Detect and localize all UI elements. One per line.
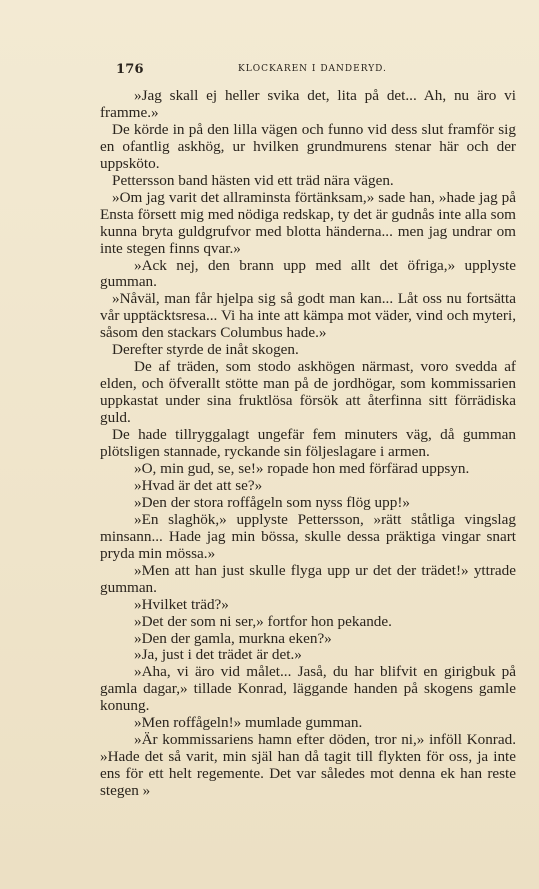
- page-header: [116, 62, 516, 82]
- paragraph: »Men att han just skulle flyga upp ur det der trädet!» yttrade gumman.: [100, 561, 516, 596]
- paragraph: »Om jag varit det allraminsta förtänksam,» sade han, »hade jag på Ensta försett mig med nödiga redskap, ty det är gudnås inte alla som kunna bryta guldgrufvor med blotta händerna... men jag undrar om inte stegen finns qvar.»: [100, 188, 516, 257]
- paragraph: »Den der stora roffågeln som nyss flög upp!»: [134, 493, 410, 511]
- page-number: 176: [116, 62, 144, 77]
- paragraph: »Den der gamla, murkna eken?»: [134, 629, 332, 647]
- paragraph: »Men roffågeln!» mumlade gumman.: [134, 714, 363, 732]
- paragraph: »En slaghök,» upplyste Pettersson, »rätt ståtliga vingslag minsann... Hade jag min bössa, skulle dessa präktiga vingar snart pryda min mössa.»: [100, 510, 516, 562]
- running-title: KLOCKAREN I DANDERYD.: [238, 64, 387, 74]
- paragraph: »Jag skall ej heller svika det, lita på det... Ah, nu äro vi framme.»: [100, 87, 516, 121]
- paragraph: »Aha, vi äro vid målet... Jaså, du har blifvit en girigbuk på gamla dagar,» tillade Konrad, läggande handen på skogens gamle konung.: [100, 663, 516, 715]
- paragraph: »Hvilket träd?»: [134, 595, 229, 613]
- paragraph: »Nåväl, man får hjelpa sig så godt man kan... Låt oss nu fortsätta vår upptäcktsresa... Vi ha inte att kämpa mot väder, vind och myteri, såsom den stackars Columbus hade.»: [100, 290, 516, 342]
- paragraph: »Hvad är det att se?»: [134, 476, 263, 494]
- paragraph: »Är kommissariens hamn efter döden, tror ni,» inföll Konrad. »Hade det så varit, min själ han då tagit till flykten för oss, ja inte ens för ett helt regemente. Det var således mot denna ek han reste stegen »: [100, 731, 516, 800]
- body-text: [100, 88, 516, 800]
- paragraph: »O, min gud, se, se!» ropade hon med förfärad uppsyn.: [134, 459, 470, 477]
- paragraph: »Det der som ni ser,» fortfor hon pekande.: [134, 612, 392, 630]
- paragraph: Pettersson band hästen vid ett träd nära vägen.: [112, 171, 394, 189]
- paragraph: De af träden, som stodo askhögen närmast, voro svedda af elden, och öfverallt stötte man på de jordhögar, som kommissarien uppkastat under sina fruktlösa försök att återfinna sitt förrädiska guld.: [100, 358, 516, 427]
- paragraph: De körde in på den lilla vägen och funno vid dess slut framför sig en ofantlig askhög, ur hvilken grundmurens stenar här och der uppsköto.: [100, 120, 516, 172]
- paragraph: »Ack nej, den brann upp med allt det öfriga,» upplyste gumman.: [100, 256, 516, 291]
- paragraph: Derefter styrde de inåt skogen.: [112, 341, 299, 359]
- paragraph: »Ja, just i det trädet är det.»: [134, 646, 302, 664]
- paragraph: De hade tillryggalagt ungefär fem minuters väg, då gumman plötsligen stannade, ryckande sin följeslagare i armen.: [100, 426, 516, 461]
